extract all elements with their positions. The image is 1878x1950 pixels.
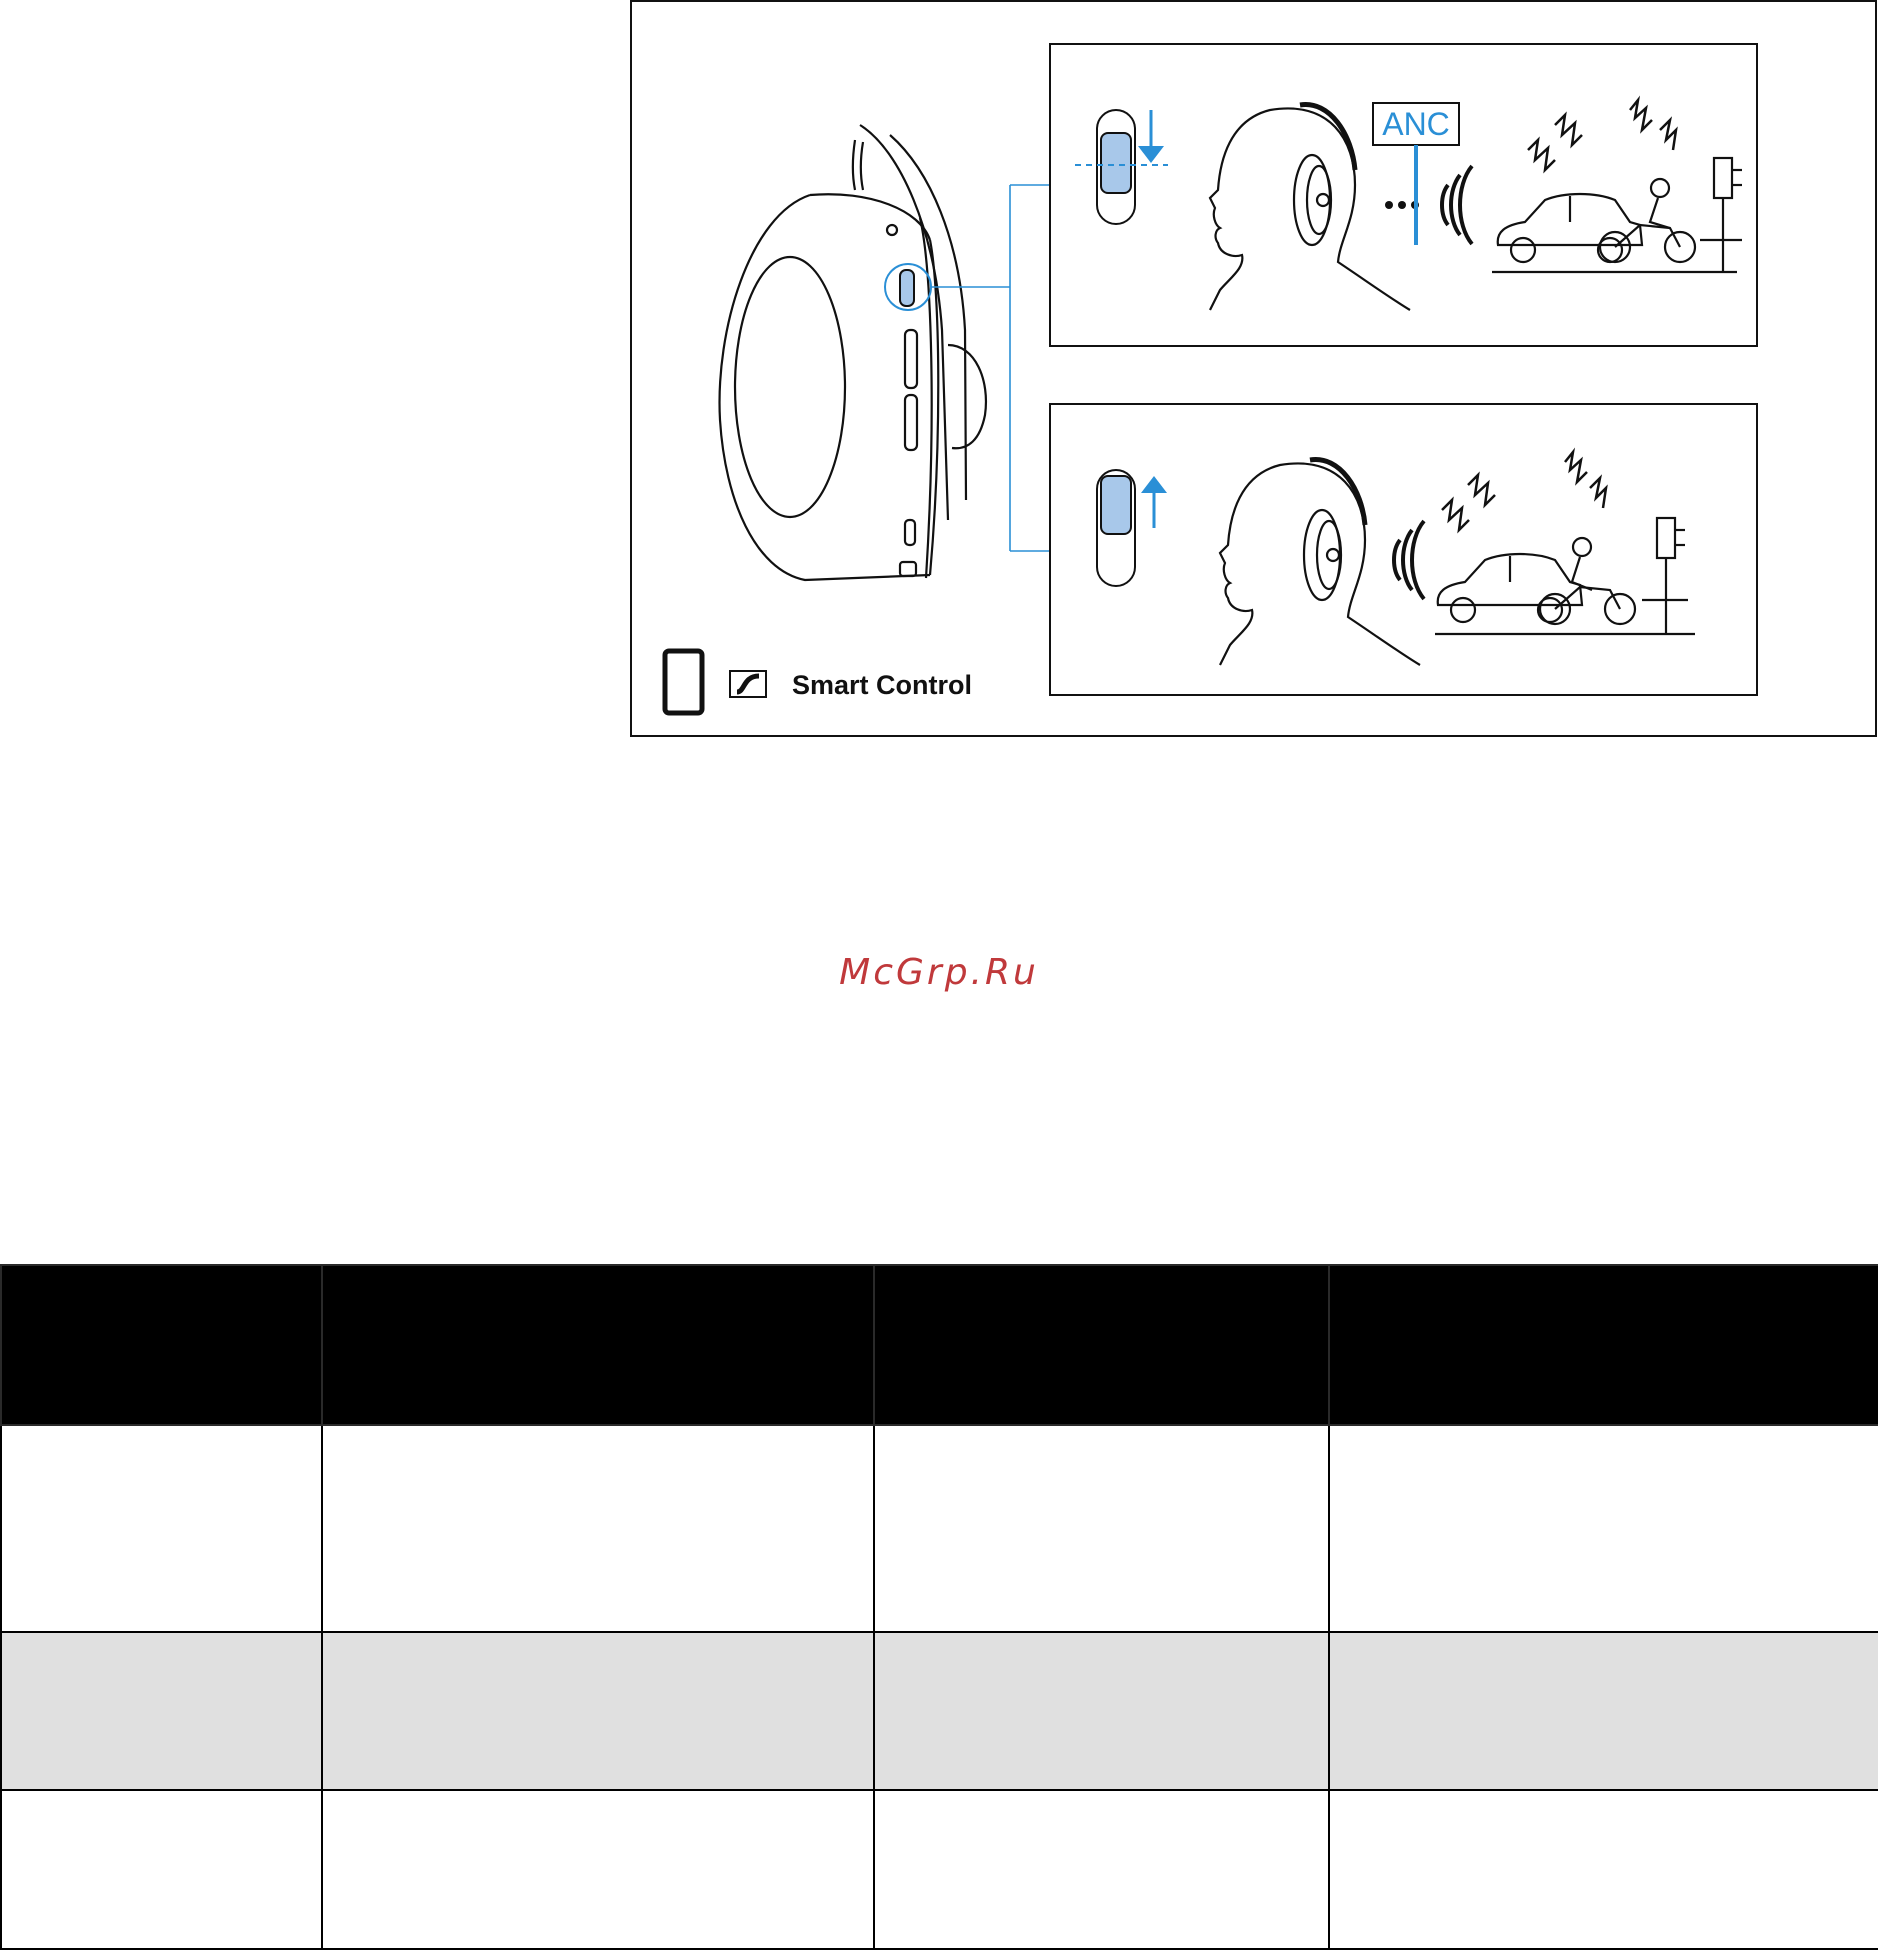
car: [1498, 194, 1642, 262]
table-cell: [1, 1632, 322, 1791]
traffic-light: [1700, 158, 1742, 272]
sound-wave-icon: [1394, 521, 1424, 599]
table-cell: [874, 1425, 1329, 1632]
table-cell: [1, 1790, 322, 1949]
sennheiser-logo-icon: [730, 671, 766, 697]
table-header-row: [1, 1265, 1878, 1425]
anc-illustration: [630, 0, 1878, 737]
motorcycle: [1540, 538, 1635, 624]
head-silhouette: [1220, 460, 1420, 665]
table-cell: [874, 1632, 1329, 1791]
table-cell: [1329, 1790, 1878, 1949]
arrow-down-icon: [1138, 110, 1164, 163]
table-cell: [1329, 1632, 1878, 1791]
headphone-earcup: [720, 125, 986, 580]
table-cell: [874, 1790, 1329, 1949]
noise-zigzag-icon: [1442, 452, 1606, 530]
app-name: Smart Control: [792, 670, 973, 700]
smartphone-icon: [665, 651, 702, 713]
anc-label: ANC: [1382, 106, 1450, 142]
table-header-cell: [1329, 1265, 1878, 1425]
table-row: [1, 1790, 1878, 1949]
car: [1438, 554, 1582, 622]
table-cell: [322, 1425, 874, 1632]
noise-zigzag-icon: [1528, 100, 1676, 170]
spec-table: [0, 1264, 1878, 1950]
panel-anc-off: [1050, 404, 1757, 695]
table-cell: [322, 1790, 874, 1949]
table-cell: [1329, 1425, 1878, 1632]
table-header-cell: [1, 1265, 322, 1425]
motorcycle: [1600, 179, 1695, 262]
watermark: McGrp.Ru: [839, 952, 1039, 993]
table-cell: [322, 1632, 874, 1791]
table-header-cell: [322, 1265, 874, 1425]
sound-wave-icon: [1442, 166, 1472, 244]
table-row: [1, 1425, 1878, 1632]
traffic-light: [1642, 518, 1688, 634]
arrow-up-icon: [1141, 476, 1167, 528]
panel-anc-on: [1050, 44, 1757, 346]
table-header-cell: [874, 1265, 1329, 1425]
table-cell: [1, 1425, 322, 1632]
table-row: [1, 1632, 1878, 1791]
